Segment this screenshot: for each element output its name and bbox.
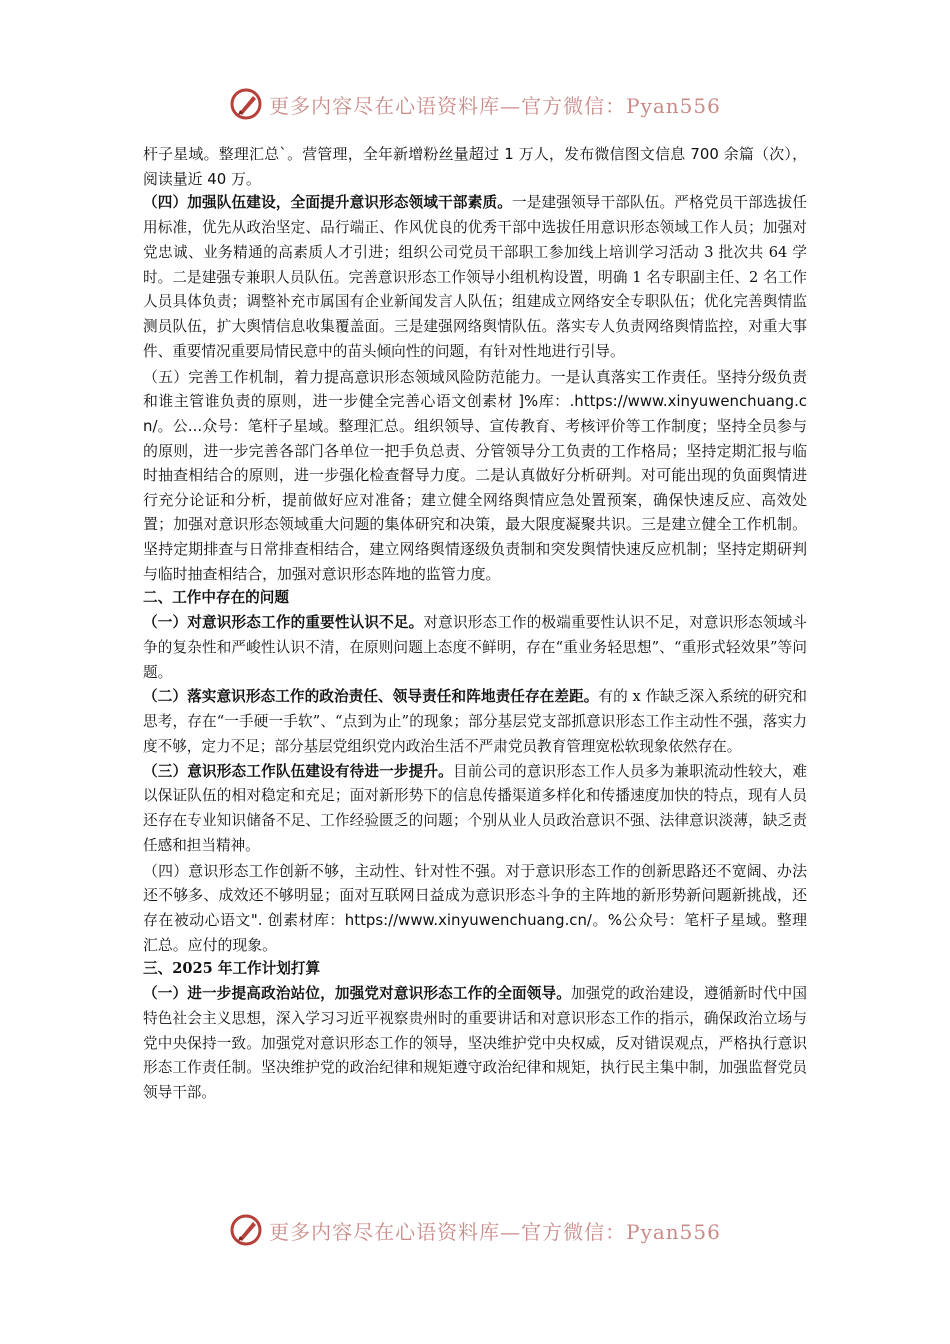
paragraph-team-building	[143, 191, 807, 365]
paragraph-problem-1-text: 对意识形态工作的极端重要性认识不足，对意识形态领域斗争的复杂性和严峻性认识不清，在原则问题上态度不鲜明，存在“重业务轻思想”、“重形式轻效果”等问题。	[143, 613, 807, 681]
paragraph-problem-3-text: 目前公司的意识形态工作人员多为兼职流动性较大，难以保证队伍的相对稳定和充足；面对新形势下的信息传播渠道多样化和传播速度加快的特点，现有人员还存在专业知识储备不足、工作经验匮乏的问题；个别从业人员政治意识不强、法律意识淡薄，缺乏责任感和担当精神。	[143, 762, 807, 855]
paragraph-work-mechanism	[143, 365, 807, 586]
paragraph-problem-3-heading: （三）意识形态工作队伍建设有待进一步提升。	[143, 762, 453, 780]
paragraph-problem-1	[143, 611, 807, 685]
paragraph-problem-4	[143, 859, 807, 957]
paragraph-problem-3	[143, 760, 807, 859]
paragraph-problem-4-text: （四）意识形态工作创新不够，主动性、针对性不强。对于意识形态工作的创新思路还不宽阔、办法还不够多、成效还不够明显；面对互联网日益成为意识形态斗争的主阵地的新形势新问题新挑战，还存在被动心语文". 创素材库：https://www.xinyuwenchuang.cn/。%公众号：笔杆子星域。整理汇总。应付的现象。	[143, 861, 807, 954]
paragraph-problem-2	[143, 685, 807, 759]
footer-watermark-banner	[0, 1210, 950, 1250]
paragraph-problem-1-heading: （一）对意识形态工作的重要性认识不足。	[143, 613, 424, 631]
paragraph-1-text: 杆子星域。整理汇总`。营管理，全年新增粉丝量超过 1 万人，发布微信图文信息 700 余篇（次），阅读量近 40 万。	[143, 145, 807, 188]
header-watermark-banner	[0, 84, 950, 124]
section-heading-problems: 二、工作中存在的问题	[143, 589, 289, 607]
paragraph-plan-1-heading: （一）进一步提高政治站位，加强党对意识形态工作的全面领导。	[143, 985, 571, 1003]
pen-logo-icon	[229, 87, 263, 121]
section-heading-plan: 三、2025 年工作计划打算	[143, 960, 321, 978]
paragraph-team-building-text: 一是建强领导干部队伍。严格党员干部选拔任用标准，优先从政治坚定、品行端正、作风优良的优秀干部中选拔任用意识形态领域工作人员；加强对党忠诚、业务精通的高素质人才引进；组织公司党员干部职工参加线上培训学习活动 3 批次共 64 学时。二是建强专兼职人员队伍。完善意识形态工作领导小组机构设置，明确 1 名专职副主任、2 名工作人员具体负责；调整补充市属国有企业新闻发言人队伍；组建成立网络安全专职队伍；优化完善舆情监测员队伍，扩大舆情信息收集覆盖面。三是建强网络舆情队伍。落实专人负责网络舆情监控，对重大事件、重要情况重要局情民意中的苗头倾向性的问题，有针对性地进行引导。	[143, 194, 807, 360]
paragraph-work-mechanism-text: （五）完善工作机制，着力提高意识形态领域风险防范能力。一是认真落实工作责任。坚持分级负责和谁主管谁负责的原则，进一步健全完善心语文创素材 ]%库：.https://www.xinyuwenchuang.cn/。公...众号：笔杆子星域。整理汇总。组织领导、宣传教育、考核评价等工作制度；坚持全员参与的原则，进一步完善各部门各单位一把手负总责、分管领导分工负责的工作格局；坚持定期汇报与临时抽查相结合的原则，进一步强化检查督导力度。二是认真做好分析研判。对可能出现的负面舆情进行充分论证和分析，提前做好应对准备；建立健全网络舆情应急处置预案，确保快速反应、高效处置；加强对意识形态领域重大问题的集体研究和决策，最大限度凝聚共识。三是建立健全工作机制。坚持定期排查与日常排查相结合，建立网络舆情逐级负责制和突发舆情快速反应机制；坚持定期研判与临时抽查相结合，加强对意识形态阵地的监管力度。	[143, 367, 807, 583]
document-body	[143, 142, 807, 1106]
footer-watermark-text: 更多内容尽在心语资料库—官方微信：Pyan556	[269, 1219, 721, 1244]
paragraph-team-building-heading: （四）加强队伍建设，全面提升意识形态领域干部素质。	[143, 194, 512, 212]
header-watermark-text: 更多内容尽在心语资料库—官方微信：Pyan556	[269, 93, 721, 118]
pen-logo-icon	[229, 1213, 263, 1247]
paragraph-plan-1-text: 加强党的政治建设，遵循新时代中国特色社会主义思想，深入学习习近平视察贵州时的重要讲话和对意识形态工作的指示，确保政治立场与党中央保持一致。加强党对意识形态工作的领导，坚决维护党中央权威，反对错误观点，严格执行意识形态工作责任制。坚决维护党的政治纪律和规矩遵守政治纪律和规矩，执行民主集中制，加强监督党员领导干部。	[143, 985, 807, 1102]
paragraph-problem-2-heading: （二）落实意识形态工作的政治责任、领导责任和阵地责任存在差距。	[143, 688, 599, 706]
paragraph-problem-2-text: 有的 x 作缺乏深入系统的研究和思考，存在“一手硬一手软”、“点到为止”的现象；部分基层党支部抓意识形态工作主动性不强，落实力度不够，定力不足；部分基层党组织党内政治生活不严肃党员教育管理宽松软现象依然存在。	[143, 688, 807, 755]
paragraph-1	[143, 142, 807, 191]
paragraph-plan-1	[143, 982, 807, 1106]
